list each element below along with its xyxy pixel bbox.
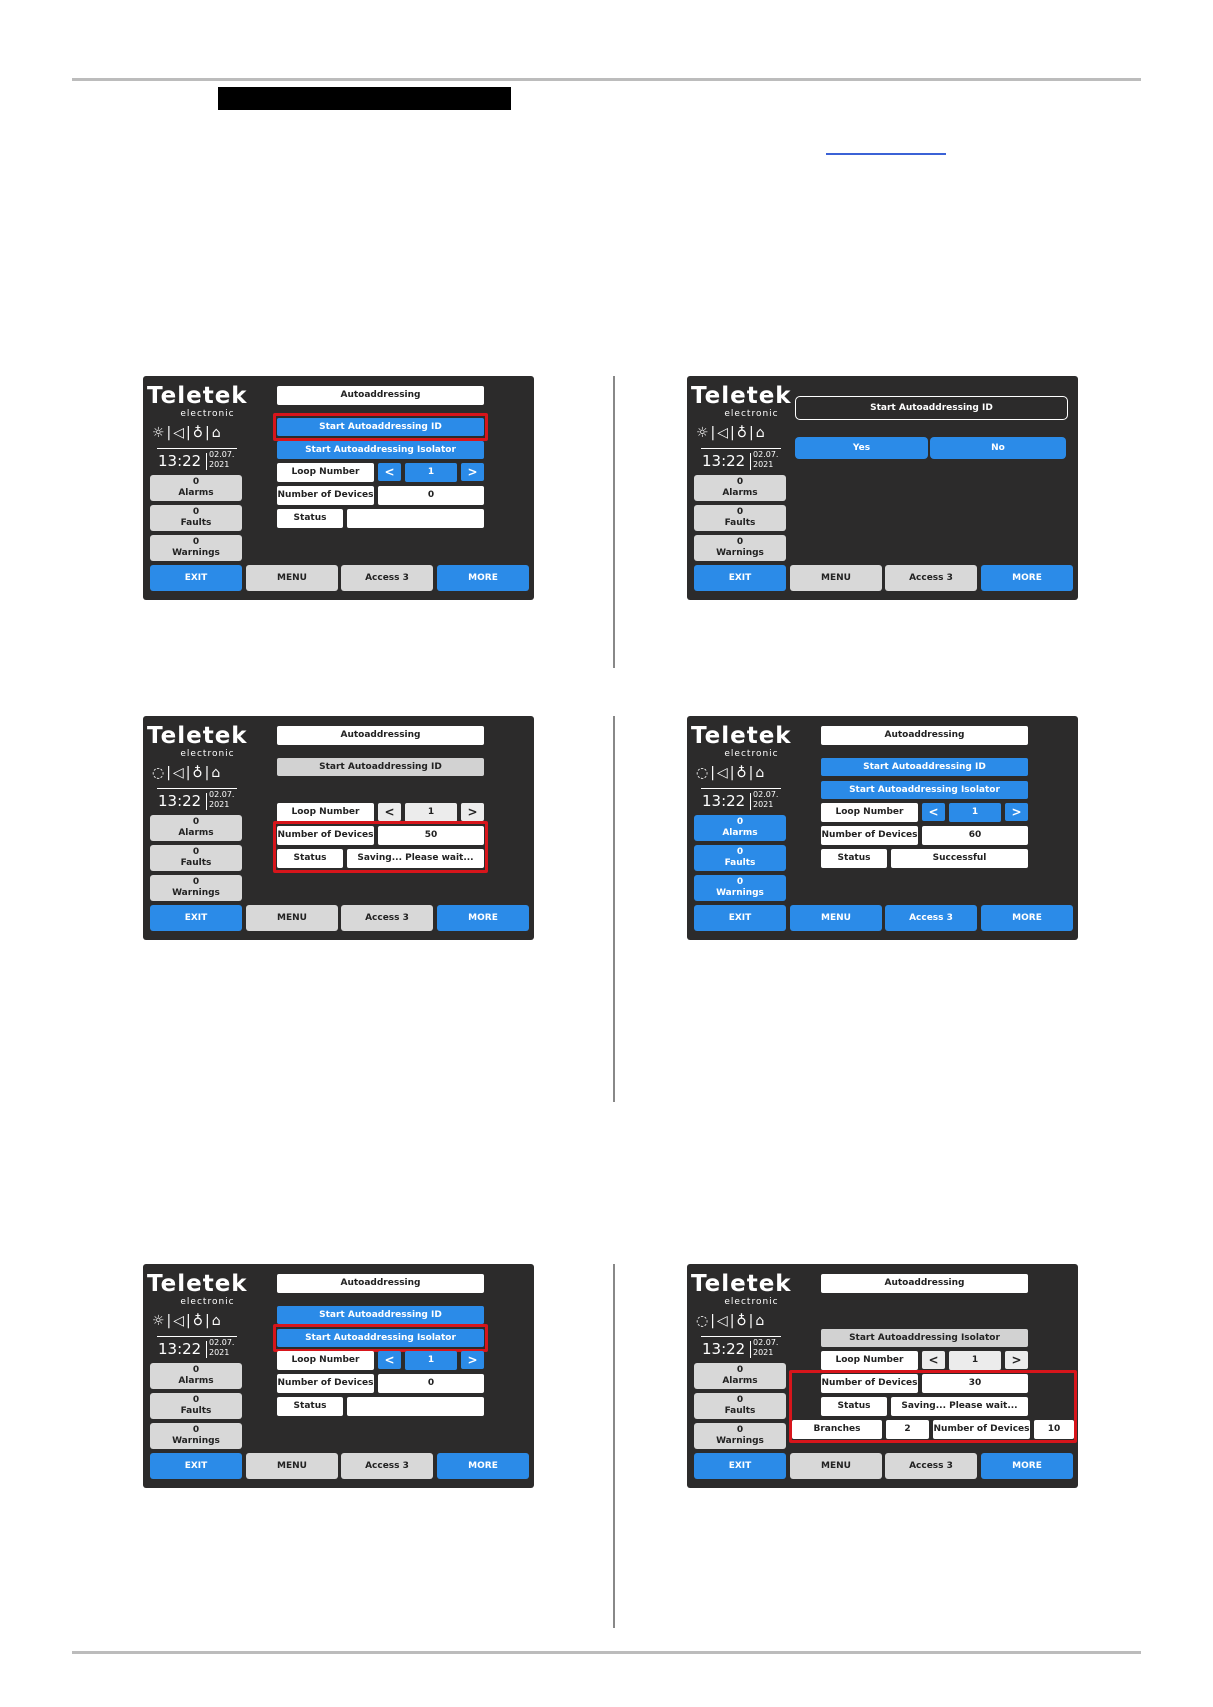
- exit-button[interactable]: EXIT: [150, 565, 242, 591]
- start-autoaddressing-isolator-button[interactable]: Start Autoaddressing Isolator: [277, 441, 484, 459]
- clock-date: 02.07. 2021: [209, 1338, 235, 1357]
- branch-devices-label: Number of Devices: [933, 1420, 1030, 1439]
- start-autoaddressing-isolator-button[interactable]: Start Autoaddressing Isolator: [821, 1329, 1028, 1347]
- status-icons: ◌|◁|♁|⌂: [152, 765, 223, 781]
- clock-separator: [206, 1341, 207, 1358]
- status-value: Saving... Please wait...: [347, 849, 484, 868]
- clock-date: 02.07. 2021: [753, 790, 779, 809]
- logo-subtitle: electronic: [180, 409, 235, 419]
- menu-button[interactable]: MENU: [790, 1453, 882, 1479]
- screen-title: Autoaddressing: [821, 726, 1028, 745]
- logo-subtitle: electronic: [180, 749, 235, 759]
- alarms-counter[interactable]: 0 Alarms: [150, 815, 242, 841]
- time-divider: [157, 448, 237, 449]
- time-divider: [701, 788, 781, 789]
- start-autoaddressing-isolator-button[interactable]: Start Autoaddressing Isolator: [821, 781, 1028, 799]
- bottom-rule: [72, 1651, 1141, 1654]
- number-of-devices-label: Number of Devices: [821, 826, 918, 845]
- access-button[interactable]: Access 3: [341, 905, 433, 931]
- clock-time: 13:22: [702, 1340, 746, 1358]
- clock-date: 02.07. 2021: [753, 1338, 779, 1357]
- more-button[interactable]: MORE: [981, 905, 1073, 931]
- no-button[interactable]: No: [930, 437, 1066, 459]
- status-label: Status: [277, 1397, 343, 1416]
- loop-next-button[interactable]: >: [461, 463, 484, 481]
- loop-number-label: Loop Number: [277, 1351, 374, 1370]
- alarms-counter[interactable]: 0 Alarms: [694, 815, 786, 841]
- alarms-counter[interactable]: 0 Alarms: [694, 475, 786, 501]
- loop-number-value: 1: [405, 1351, 457, 1370]
- highlight-box: [273, 1324, 488, 1352]
- divider-row-3: [613, 1264, 615, 1628]
- clock-time: 13:22: [158, 452, 202, 470]
- menu-button[interactable]: MENU: [246, 905, 338, 931]
- status-label: Status: [277, 849, 343, 868]
- clock-separator: [750, 793, 751, 810]
- status-icons: ☼|◁|♁|⌂: [152, 425, 223, 441]
- faults-counter[interactable]: 0 Faults: [150, 845, 242, 871]
- exit-button[interactable]: EXIT: [694, 565, 786, 591]
- number-of-devices-value: 60: [922, 826, 1028, 845]
- branch-devices-value: 10: [1034, 1420, 1074, 1439]
- faults-counter[interactable]: 0 Faults: [150, 1393, 242, 1419]
- start-autoaddressing-isolator-button[interactable]: Start Autoaddressing Isolator: [277, 1329, 484, 1347]
- faults-counter[interactable]: 0 Faults: [694, 1393, 786, 1419]
- start-autoaddressing-id-button[interactable]: Start Autoaddressing ID: [277, 1306, 484, 1324]
- more-button[interactable]: MORE: [981, 565, 1073, 591]
- loop-prev-button[interactable]: <: [378, 803, 401, 821]
- panel-screen-4: [687, 716, 1078, 940]
- status-label: Status: [821, 1397, 887, 1416]
- warnings-counter[interactable]: 0 Warnings: [150, 875, 242, 901]
- panel-screen-6: [687, 1264, 1078, 1488]
- link-underline: [826, 153, 946, 155]
- teletek-logo: Teletek: [147, 383, 248, 409]
- start-autoaddressing-id-button[interactable]: Start Autoaddressing ID: [821, 758, 1028, 776]
- teletek-logo: Teletek: [691, 383, 792, 409]
- menu-button[interactable]: MENU: [790, 565, 882, 591]
- status-icons: ☼|◁|♁|⌂: [152, 1313, 223, 1329]
- number-of-devices-value: 0: [378, 486, 484, 505]
- panel-screen-3: [143, 716, 534, 940]
- status-label: Status: [277, 509, 343, 528]
- status-value: Successful: [891, 849, 1028, 868]
- clock-date: 02.07. 2021: [209, 450, 235, 469]
- number-of-devices-value: 0: [378, 1374, 484, 1393]
- teletek-logo: Teletek: [691, 723, 792, 749]
- access-button[interactable]: Access 3: [341, 1453, 433, 1479]
- menu-button[interactable]: MENU: [790, 905, 882, 931]
- loop-prev-button[interactable]: <: [378, 1351, 401, 1369]
- loop-prev-button[interactable]: <: [378, 463, 401, 481]
- clock-time: 13:22: [702, 452, 746, 470]
- status-value: [347, 1397, 484, 1416]
- teletek-logo: Teletek: [147, 1271, 248, 1297]
- more-button[interactable]: MORE: [437, 565, 529, 591]
- time-divider: [157, 788, 237, 789]
- start-autoaddressing-id-button[interactable]: Start Autoaddressing ID: [277, 758, 484, 776]
- panel-screen-5: [143, 1264, 534, 1488]
- exit-button[interactable]: EXIT: [150, 905, 242, 931]
- clock-time: 13:22: [158, 1340, 202, 1358]
- loop-next-button[interactable]: >: [1005, 1351, 1028, 1369]
- branches-label: Branches: [792, 1420, 882, 1439]
- alarms-counter[interactable]: 0 Alarms: [694, 1363, 786, 1389]
- loop-next-button[interactable]: >: [461, 803, 484, 821]
- start-autoaddressing-id-button[interactable]: Start Autoaddressing ID: [277, 418, 484, 436]
- faults-counter[interactable]: 0 Faults: [694, 845, 786, 871]
- access-button[interactable]: Access 3: [341, 565, 433, 591]
- loop-number-label: Loop Number: [821, 1351, 918, 1370]
- status-label: Status: [821, 849, 887, 868]
- more-button[interactable]: MORE: [437, 905, 529, 931]
- redacted-heading: [218, 87, 511, 110]
- loop-prev-button[interactable]: <: [922, 803, 945, 821]
- exit-button[interactable]: EXIT: [694, 1453, 786, 1479]
- highlight-box: [273, 413, 488, 441]
- clock-date: 02.07. 2021: [753, 450, 779, 469]
- divider-row-2: [613, 716, 615, 1102]
- loop-next-button[interactable]: >: [1005, 803, 1028, 821]
- alarms-counter[interactable]: 0 Alarms: [150, 1363, 242, 1389]
- clock-separator: [206, 793, 207, 810]
- loop-number-label: Loop Number: [277, 803, 374, 822]
- loop-number-value: 1: [949, 1351, 1001, 1370]
- loop-prev-button[interactable]: <: [922, 1351, 945, 1369]
- number-of-devices-label: Number of Devices: [821, 1374, 918, 1393]
- teletek-logo: Teletek: [691, 1271, 792, 1297]
- number-of-devices-label: Number of Devices: [277, 826, 374, 845]
- logo-subtitle: electronic: [724, 1297, 779, 1307]
- yes-button[interactable]: Yes: [795, 437, 928, 459]
- alarms-counter[interactable]: 0 Alarms: [150, 475, 242, 501]
- clock-time: 13:22: [702, 792, 746, 810]
- number-of-devices-label: Number of Devices: [277, 1374, 374, 1393]
- loop-number-label: Loop Number: [821, 803, 918, 822]
- branches-value: 2: [886, 1420, 929, 1439]
- exit-button[interactable]: EXIT: [150, 1453, 242, 1479]
- loop-number-value: 1: [405, 803, 457, 822]
- highlight-box: [789, 1370, 1077, 1443]
- access-button[interactable]: Access 3: [885, 565, 977, 591]
- more-button[interactable]: MORE: [981, 1453, 1073, 1479]
- time-divider: [701, 448, 781, 449]
- loop-number-label: Loop Number: [277, 463, 374, 482]
- screen-title: Autoaddressing: [277, 386, 484, 405]
- exit-button[interactable]: EXIT: [694, 905, 786, 931]
- status-value: Saving... Please wait...: [891, 1397, 1028, 1416]
- divider-row-1: [613, 376, 615, 668]
- clock-date: 02.07. 2021: [209, 790, 235, 809]
- panel-screen-1: [143, 376, 534, 600]
- loop-next-button[interactable]: >: [461, 1351, 484, 1369]
- clock-time: 13:22: [158, 792, 202, 810]
- menu-button[interactable]: MENU: [246, 565, 338, 591]
- warnings-counter[interactable]: 0 Warnings: [150, 535, 242, 561]
- clock-separator: [750, 453, 751, 470]
- menu-button[interactable]: MENU: [246, 1453, 338, 1479]
- time-divider: [701, 1336, 781, 1337]
- status-icons: ◌|◁|♁|⌂: [696, 1313, 767, 1329]
- confirm-dialog-title: Start Autoaddressing ID: [795, 396, 1068, 420]
- highlight-box: [273, 821, 488, 873]
- clock-separator: [206, 453, 207, 470]
- access-button[interactable]: Access 3: [885, 905, 977, 931]
- screen-title: Autoaddressing: [277, 1274, 484, 1293]
- screen-title: Autoaddressing: [821, 1274, 1028, 1293]
- teletek-logo: Teletek: [147, 723, 248, 749]
- access-button[interactable]: Access 3: [885, 1453, 977, 1479]
- status-icons: ☼|◁|♁|⌂: [696, 425, 767, 441]
- number-of-devices-label: Number of Devices: [277, 486, 374, 505]
- warnings-counter[interactable]: 0 Warnings: [694, 1423, 786, 1449]
- number-of-devices-value: 30: [922, 1374, 1028, 1393]
- more-button[interactable]: MORE: [437, 1453, 529, 1479]
- status-icons: ◌|◁|♁|⌂: [696, 765, 767, 781]
- number-of-devices-value: 50: [378, 826, 484, 845]
- loop-number-value: 1: [405, 463, 457, 482]
- panel-screen-2: [687, 376, 1078, 600]
- warnings-counter[interactable]: 0 Warnings: [694, 535, 786, 561]
- status-value: [347, 509, 484, 528]
- warnings-counter[interactable]: 0 Warnings: [150, 1423, 242, 1449]
- warnings-counter[interactable]: 0 Warnings: [694, 875, 786, 901]
- faults-counter[interactable]: 0 Faults: [150, 505, 242, 531]
- time-divider: [157, 1336, 237, 1337]
- logo-subtitle: electronic: [724, 749, 779, 759]
- logo-subtitle: electronic: [724, 409, 779, 419]
- top-rule: [72, 78, 1141, 81]
- loop-number-value: 1: [949, 803, 1001, 822]
- logo-subtitle: electronic: [180, 1297, 235, 1307]
- faults-counter[interactable]: 0 Faults: [694, 505, 786, 531]
- screen-title: Autoaddressing: [277, 726, 484, 745]
- clock-separator: [750, 1341, 751, 1358]
